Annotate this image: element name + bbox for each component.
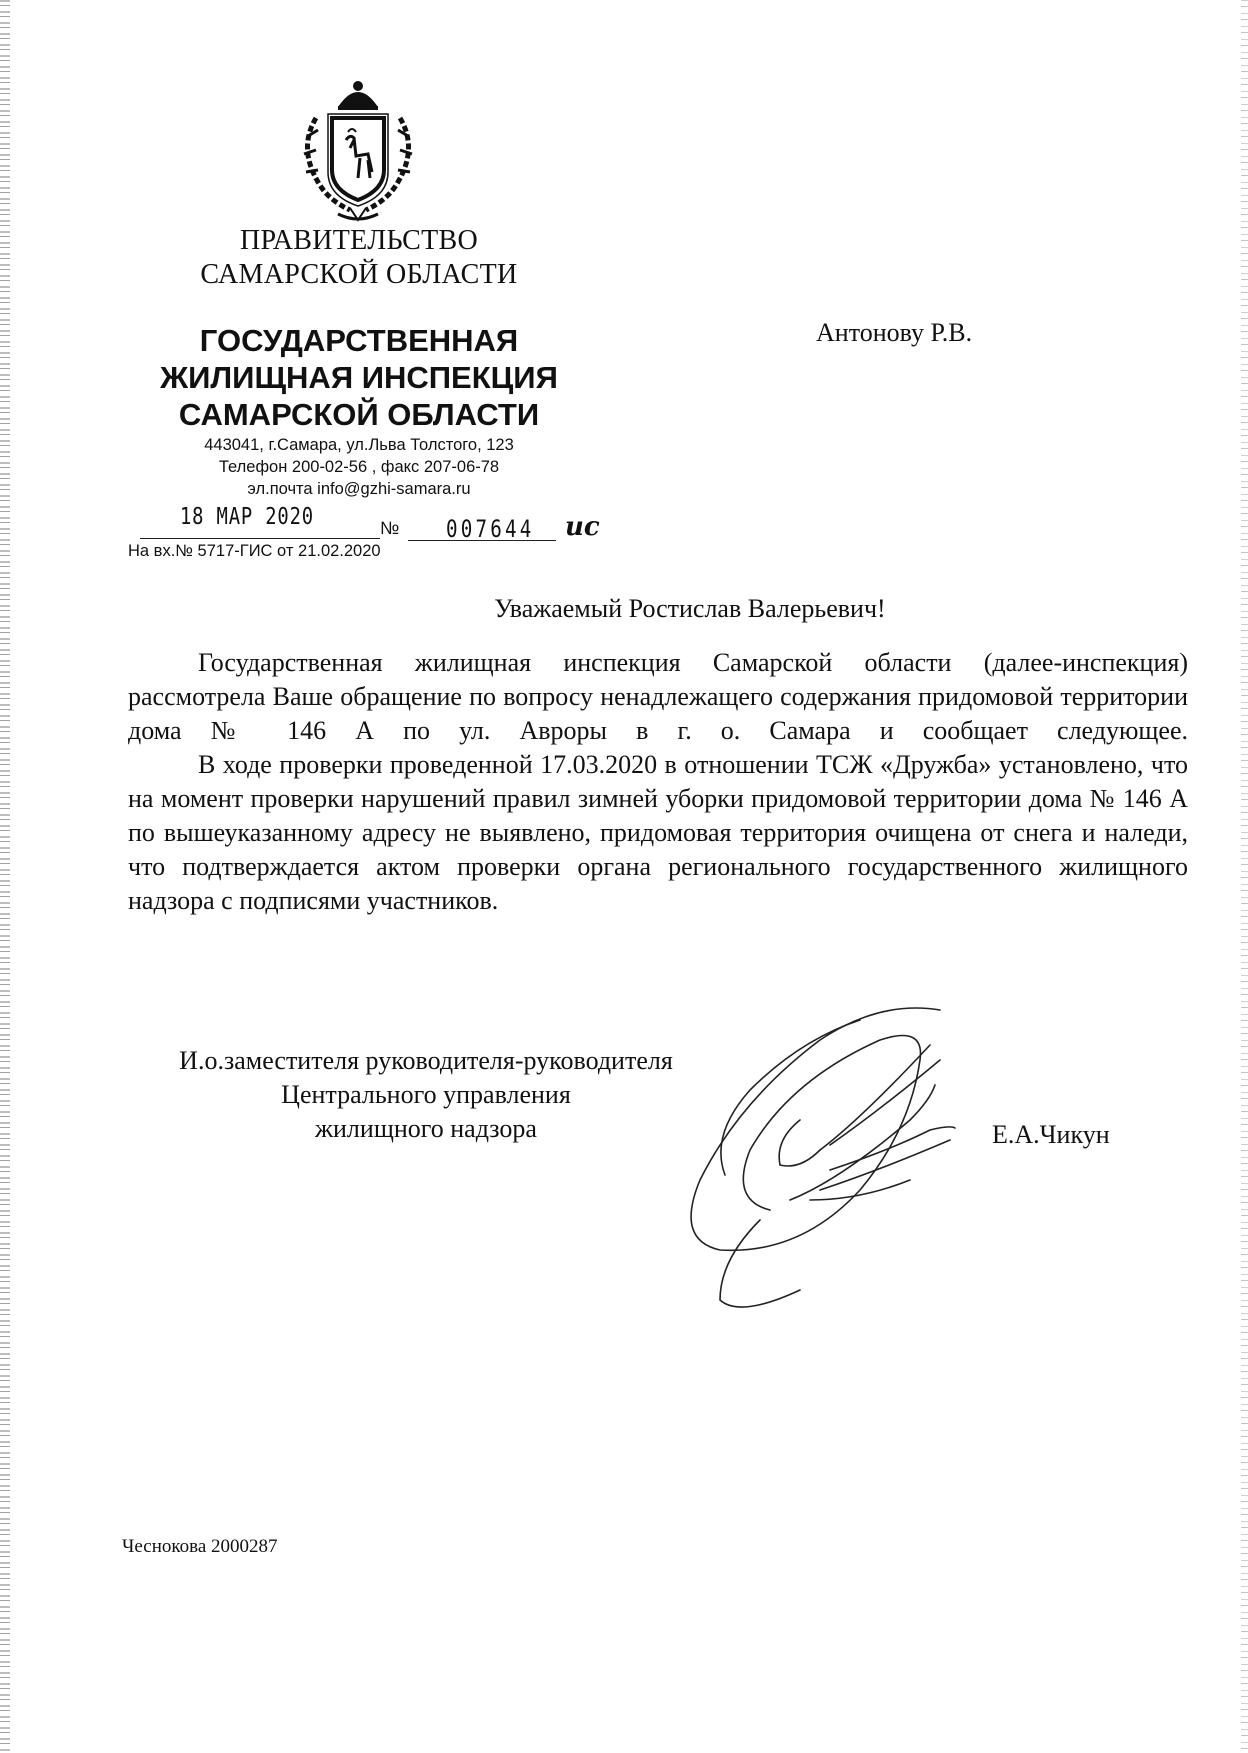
agency-contacts bbox=[130, 434, 588, 500]
registration-date-stamp: 18 МАР 2020 bbox=[180, 504, 314, 530]
body-paragraph-2: В ходе проверки проведенной 17.03.2020 в отношении ТСЖ «Дружба» установлено, что на момент проверки нарушений правил зимней уборки придомовой территории дома № 146 А по вышеуказанному адресу не выявлено, придомовая территория очищена от снега и наледи, что подтверждается актом проверки органа регионального государственного жилищного надзора с подписями участников. bbox=[128, 750, 1188, 915]
executor-note: Чеснокова 2000287 bbox=[122, 1536, 278, 1557]
handwritten-signature bbox=[680, 1000, 1020, 1310]
agency-email: эл.почта info@gzhi-samara.ru bbox=[247, 480, 471, 498]
signer-title-line-2: Центрального управления bbox=[281, 1080, 571, 1109]
registration-date-underline bbox=[140, 538, 380, 539]
registration-number-suffix: ис bbox=[565, 512, 600, 542]
body-paragraph-1: Государственная жилищная инспекция Самарской области (далее-инспекция) рассмотрела Ваше обращение по вопросу ненадлежащего содержания придомовой территории дома № 146 А по ул. Авроры в г. о. Самара и сообщает следующее. bbox=[128, 648, 1188, 745]
signer-title-line-1: И.о.заместителя руководителя-руководителя bbox=[179, 1046, 673, 1075]
letter-body bbox=[128, 646, 1188, 918]
government-line-1: ПРАВИТЕЛЬСТВО bbox=[239, 225, 479, 256]
signer-title-line-3: жилищного надзора bbox=[315, 1114, 537, 1143]
agency-phone: Телефон 200-02-56 , факс 207-06-78 bbox=[218, 458, 500, 476]
signer-title bbox=[146, 1044, 706, 1146]
salutation: Уважаемый Ростислав Валерьевич! bbox=[494, 594, 886, 623]
recipient-name: Антонову Р.В. bbox=[816, 318, 973, 347]
agency-line-1: ГОСУДАРСТВЕННАЯ bbox=[199, 323, 519, 358]
agency-line-3: САМАРСКОЙ ОБЛАСТИ bbox=[178, 397, 540, 432]
agency-address: 443041, г.Самара, ул.Льва Толстого, 123 bbox=[204, 436, 514, 454]
government-header bbox=[150, 224, 568, 292]
coat-of-arms-icon bbox=[288, 78, 428, 226]
government-line-2: САМАРСКОЙ ОБЛАСТИ bbox=[200, 259, 518, 290]
incoming-reference: На вх.№ 5717-ГИС от 21.02.2020 bbox=[128, 542, 381, 560]
agency-line-2: ЖИЛИЩНАЯ ИНСПЕКЦИЯ bbox=[160, 360, 558, 395]
registration-number-label: № bbox=[380, 518, 400, 538]
scan-edge-left bbox=[0, 0, 10, 1753]
signer-name: Е.А.Чикун bbox=[992, 1120, 1110, 1149]
agency-header bbox=[130, 322, 588, 433]
registration-number-stamp: 007644 bbox=[446, 515, 535, 543]
scan-edge-right bbox=[1241, 0, 1248, 1753]
